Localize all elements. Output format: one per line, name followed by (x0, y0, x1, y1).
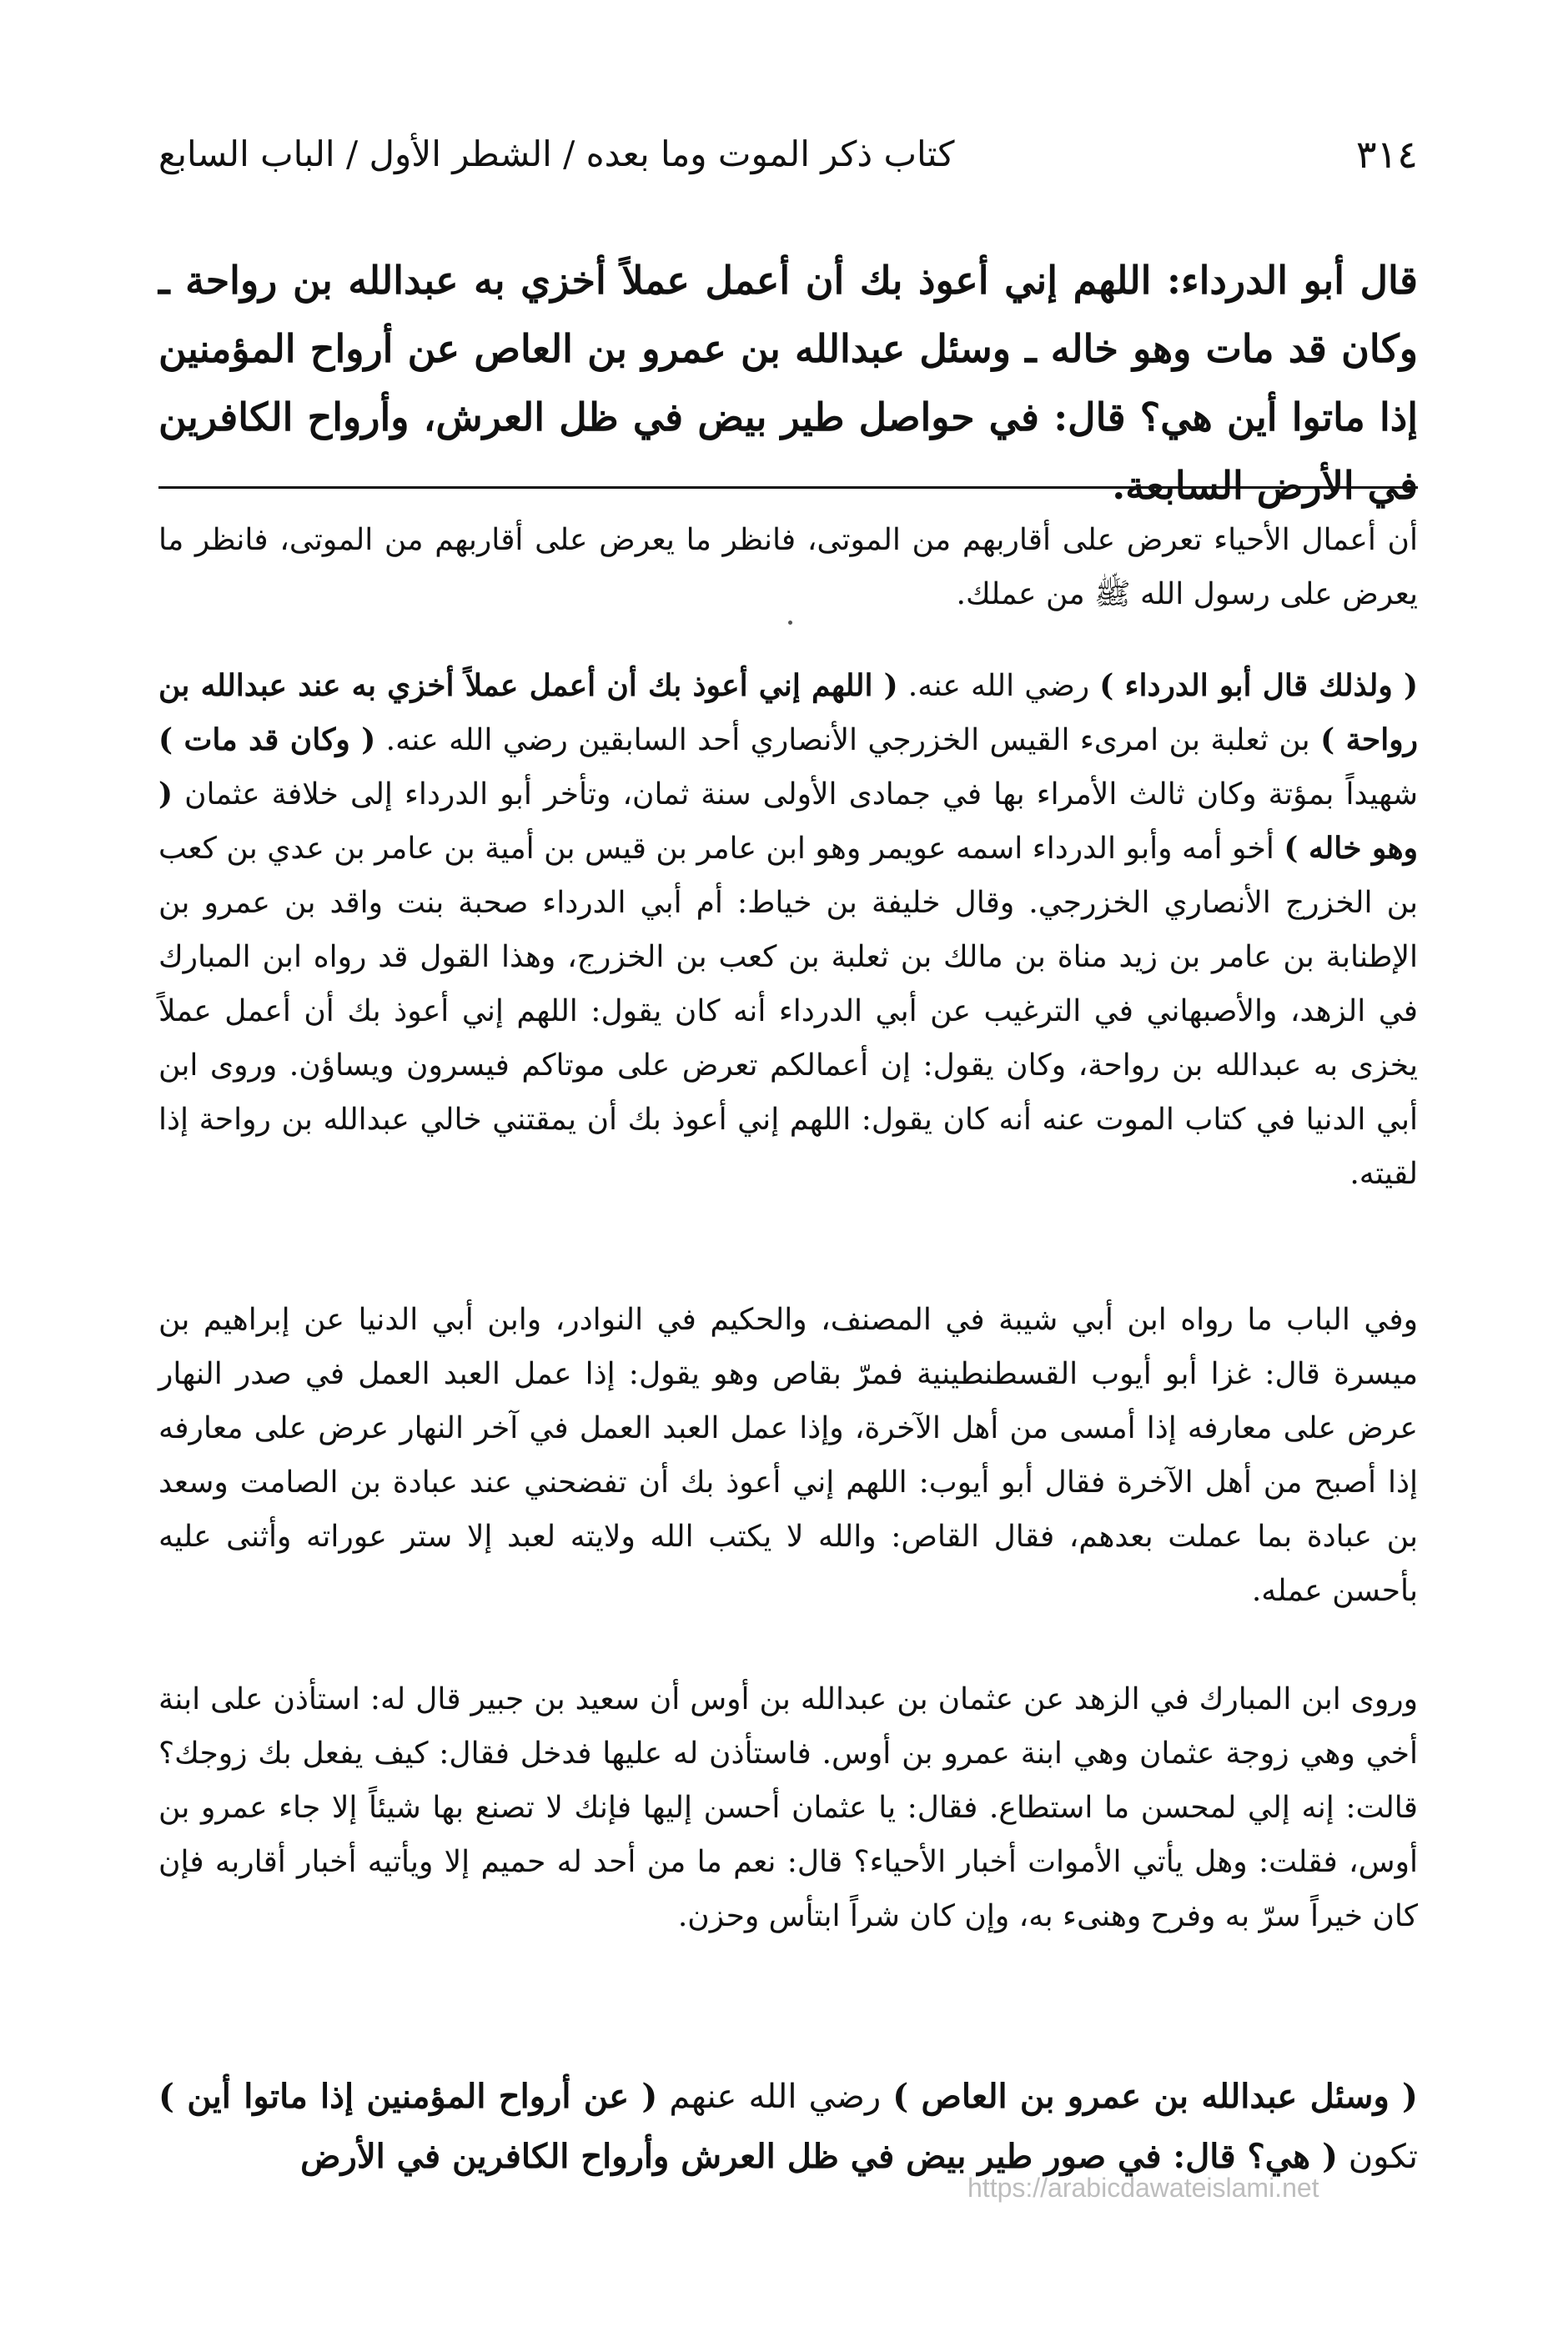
main-text: قال أبو الدرداء: اللهم إني أعوذ بك أن أعمل عملاً أخزي به عبدالله بن رواحة ـ وكان قد مات وهو خاله ـ وسئل عبدالله بن عمرو بن العاص عن أرواح المؤمنين إذا ماتوا أين هي؟ قال: في حواصل طير بيض في ظل العرش، وأرواح الكافرين في الأرض السابعة. (158, 258, 1418, 508)
quoted-phrase: ( وسئل عبدالله بن عمرو بن العاص ) (892, 2077, 1418, 2116)
commentary-text: تكون (1338, 2138, 1418, 2176)
stray-mark (788, 621, 792, 625)
commentary-text: شهيداً بمؤتة وكان ثالث الأمراء بها في جمادى الأولى سنة ثمان، وتأخر أبو الدرداء إلى خلافة عثمان (173, 777, 1418, 812)
commentary-paragraph-1: أن أعمال الأحياء تعرض على أقاربهم من الموتى، فانظر ما يعرض على أقاربهم من الموتى، فانظر ما يعرض على رسول الله ﷺ من عملك. (158, 523, 1418, 611)
watermark-url: https://arabicdawateislami.net (967, 2173, 1319, 2203)
commentary-text: أخو أمه وأبو الدرداء اسمه عويمر وهو ابن عامر بن قيس بن أمية بن عامر بن عدي بن كعب بن الخزرج الأنصاري الخزرجي. وقال خليفة بن خياط: أم أبي الدرداء صحبة بنت واقد بن عمرو بن الإطنابة بن عامر بن زيد مناة بن مالك بن ثعلبة بن كعب بن الخزرج، وهذا القول قد رواه ابن المبارك في الزهد، والأصبهاني في الترغيب عن أبي الدرداء أنه كان يقول: اللهم إني أعوذ بك أن أعمل عملاً يخزى به عبدالله بن رواحة، وكان يقول: إن أعمالكم تعرض على موتاكم فيسرون ويساؤن. وروى ابن أبي الدنيا في كتاب الموت عنه أنه كان يقول: اللهم إني أعوذ بك أن يمقتني خالي عبدالله بن رواحة إذا لقيته. (158, 832, 1418, 1191)
quoted-phrase: ( وهو خاله ) (158, 776, 1418, 866)
quoted-phrase: ( اللهم إني أعوذ بك أن أعمل عملاً أخزي به عند عبدالله بن رواحة ) (158, 668, 1418, 757)
commentary-paragraph-3: وفي الباب ما رواه ابن أبي شيبة في المصنف، والحكيم في النوادر، وابن أبي الدنيا عن إبراهيم بن ميسرة قال: غزا أبو أيوب القسطنطينية فمرّ بقاص وهو يقول: إذا عمل العبد العمل في صدر النهار عرض على معارفه إذا أمسى من أهل الآخرة، وإذا عمل العبد العمل في آخر النهار عرض على معارفه إذا أصبح من أهل الآخرة فقال أبو أيوب: اللهم إني أعوذ بك أن تفضحني عند عبادة بن الصامت وسعد بن عبادة بما عملت بعدهم، فقال القاص: والله لا يكتب الله ولايته لعبد إلا ستر عوراته وأثنى عليه بأحسن عمله. (158, 1303, 1418, 1608)
quoted-phrase: ( وكان قد مات ) (158, 722, 376, 757)
commentary-text: بن ثعلبة بن امرىء القيس الخزرجي الأنصاري أحد السابقين رضي الله عنه. (375, 723, 1321, 757)
footnote-divider (158, 486, 1418, 489)
commentary-paragraph-5 (158, 2067, 1418, 2187)
commentary-paragraph-4: وروى ابن المبارك في الزهد عن عثمان بن عبدالله بن أوس أن سعيد بن جبير قال له: استأذن على ابنة أخي وهي زوجة عثمان وهي ابنة عمرو بن أوس. فاستأذن له عليها فدخل فقال: كيف يفعل بك زوجك؟ قالت: إنه إلي لمحسن ما استطاع. فقال: يا عثمان أحسن إليها فإنك لا تصنع بها شيئاً إلا جاء عمرو بن أوس، فقلت: وهل يأتي الأموات أخبار الأحياء؟ قال: نعم ما من أحد له حميم إلا ويأتيه أخبار أقاربه فإن كان خيراً سرّ به وفرح وهنىء به، وإن كان شراً ابتأس وحزن. (158, 1682, 1418, 1933)
quoted-phrase: ( عن أرواح المؤمنين إذا ماتوا أين ) (158, 2077, 658, 2116)
commentary-paragraph-2 (158, 659, 1418, 1201)
quoted-phrase: ( هي؟ قال: في صور طير بيض في ظل العرش وأرواح الكافرين في الأرض (300, 2137, 1339, 2176)
quoted-phrase: ( ولذلك قال أبو الدرداء ) (1099, 668, 1419, 703)
page-header (158, 125, 1418, 183)
commentary-text: رضي الله عنه. (897, 669, 1100, 703)
running-head: كتاب ذكر الموت وما بعده / الشطر الأول / الباب السابع (158, 133, 955, 174)
commentary-text: رضي الله عنهم (657, 2078, 893, 2116)
page-number: ٣١٤ (1355, 132, 1418, 177)
